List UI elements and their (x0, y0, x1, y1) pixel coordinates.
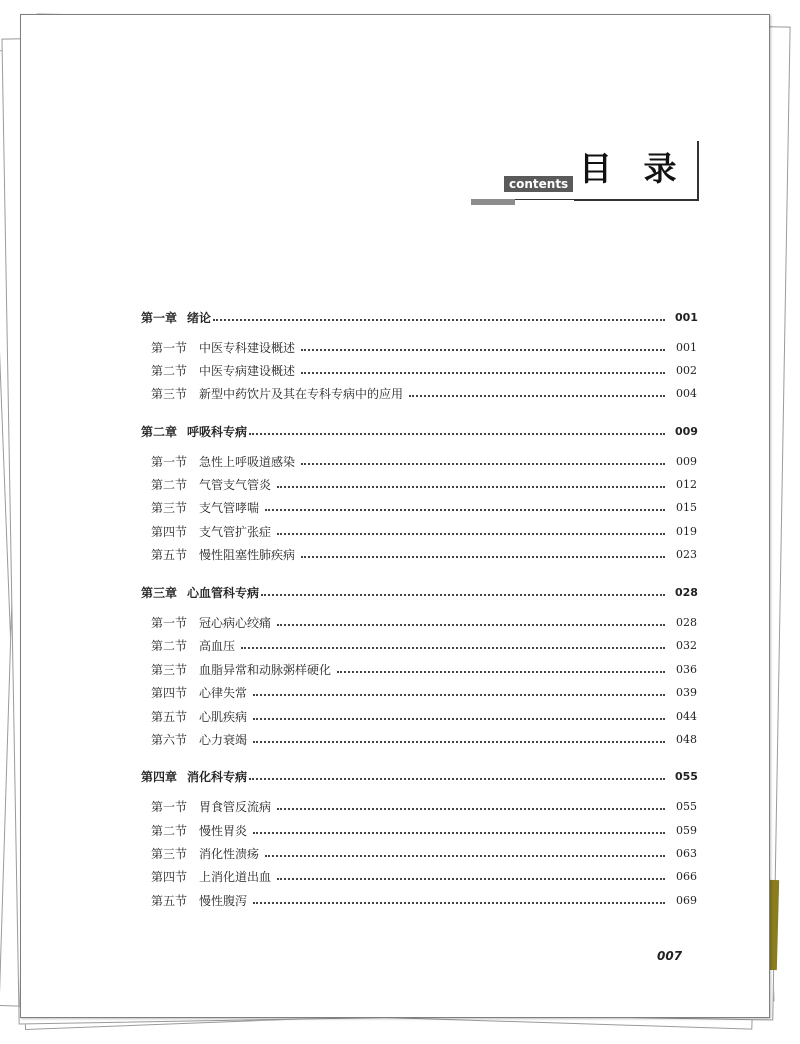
toc-section[interactable] (151, 635, 697, 655)
section-number: 第三节 (151, 662, 188, 677)
section-number: 第一节 (151, 454, 188, 469)
toc-section[interactable] (151, 706, 697, 726)
leader-dots (277, 486, 665, 488)
section-title: 中医专病建设概述 (199, 363, 296, 378)
contents-label: contents (504, 176, 573, 192)
page-number: 023 (676, 547, 697, 561)
section-title: 上消化道出血 (199, 869, 272, 884)
section-title: 中医专科建设概述 (199, 340, 296, 355)
section-title: 新型中药饮片及其在专科专病中的应用 (199, 386, 404, 401)
toc-section[interactable] (151, 796, 697, 816)
leader-dots (301, 372, 665, 374)
leader-dots (277, 878, 665, 880)
section-title: 急性上呼吸道感染 (199, 454, 296, 469)
page-number: 032 (676, 638, 697, 652)
leader-dots (301, 349, 665, 351)
page-number: 015 (676, 500, 697, 514)
section-title: 支气管扩张症 (199, 524, 272, 539)
section-title: 血脂异常和动脉粥样硬化 (199, 662, 332, 677)
section-title: 慢性腹泻 (199, 893, 248, 908)
page-title: 目 录 (579, 149, 687, 188)
page-number: 009 (675, 424, 698, 438)
section-number: 第二节 (151, 477, 188, 492)
page-number: 055 (675, 769, 698, 783)
leader-dots (249, 433, 665, 435)
toc-page (20, 14, 770, 1018)
toc-chapter-1[interactable] (141, 307, 697, 327)
page-number: 039 (676, 685, 697, 699)
section-number: 第一节 (151, 615, 188, 630)
leader-dots (253, 741, 665, 743)
section-number: 第四节 (151, 869, 188, 884)
section-title: 胃食管反流病 (199, 799, 272, 814)
chapter-title: 消化科专病 (187, 769, 248, 784)
leader-dots (253, 832, 665, 834)
section-number: 第五节 (151, 547, 188, 562)
section-title: 支气管哮喘 (199, 500, 260, 515)
section-number: 第五节 (151, 893, 188, 908)
toc-section[interactable] (151, 474, 697, 494)
section-number: 第三节 (151, 500, 188, 515)
page-number: 048 (676, 732, 697, 746)
leader-dots (213, 319, 665, 321)
section-number: 第三节 (151, 846, 188, 861)
page-number: 028 (675, 585, 698, 599)
leader-dots (277, 624, 665, 626)
section-title: 慢性阻塞性肺疾病 (199, 547, 296, 562)
toc-section[interactable] (151, 843, 697, 863)
chapter-number: 第四章 (141, 769, 178, 784)
page-number: 001 (676, 340, 697, 354)
page-number: 069 (676, 893, 697, 907)
section-number: 第六节 (151, 732, 188, 747)
leader-dots (301, 463, 665, 465)
section-title: 消化性溃疡 (199, 846, 260, 861)
leader-dots (253, 694, 665, 696)
leader-dots (301, 556, 665, 558)
page-number: 063 (676, 846, 697, 860)
leader-dots (409, 395, 665, 397)
toc-section[interactable] (151, 497, 697, 517)
leader-dots (249, 778, 665, 780)
section-number: 第四节 (151, 524, 188, 539)
page-number: 059 (676, 823, 697, 837)
leader-dots (261, 594, 665, 596)
toc-section[interactable] (151, 682, 697, 702)
page-number: 004 (676, 386, 697, 400)
page-number: 001 (675, 310, 698, 324)
section-title: 心律失常 (199, 685, 248, 700)
page-number: 019 (676, 524, 697, 538)
toc-chapter-4[interactable] (141, 766, 697, 786)
header-rule (501, 199, 697, 200)
page-number: 036 (676, 662, 697, 676)
page-folio: 007 (657, 949, 683, 963)
leader-dots (241, 647, 665, 649)
page-number: 044 (676, 709, 697, 723)
chapter-number: 第一章 (141, 310, 178, 325)
leader-dots (337, 671, 665, 673)
chapter-number: 第二章 (141, 424, 178, 439)
toc-section[interactable] (151, 659, 697, 679)
section-title: 心肌疾病 (199, 709, 248, 724)
toc-section[interactable] (151, 383, 697, 403)
toc-section[interactable] (151, 451, 697, 471)
toc-section[interactable] (151, 360, 697, 380)
toc-section[interactable] (151, 820, 697, 840)
toc-section[interactable] (151, 544, 697, 564)
section-number: 第三节 (151, 386, 188, 401)
section-number: 第二节 (151, 823, 188, 838)
section-number: 第一节 (151, 340, 188, 355)
leader-dots (253, 902, 665, 904)
page-number: 012 (676, 477, 697, 491)
chapter-title: 呼吸科专病 (187, 424, 248, 439)
leader-dots (277, 808, 665, 810)
chapter-title: 心血管科专病 (187, 585, 260, 600)
section-number: 第二节 (151, 638, 188, 653)
section-title: 冠心病心绞痛 (199, 615, 272, 630)
toc-section[interactable] (151, 337, 697, 357)
leader-dots (265, 855, 665, 857)
toc-section[interactable] (151, 866, 697, 886)
section-title: 慢性胃炎 (199, 823, 248, 838)
chapter-number: 第三章 (141, 585, 178, 600)
header-bar (471, 199, 515, 205)
section-number: 第一节 (151, 799, 188, 814)
page-number: 002 (676, 363, 697, 377)
page-number: 055 (676, 799, 697, 813)
toc-section[interactable] (151, 729, 697, 749)
section-number: 第五节 (151, 709, 188, 724)
section-title: 气管支气管炎 (199, 477, 272, 492)
chapter-title: 绪论 (187, 310, 212, 325)
leader-dots (277, 533, 665, 535)
toc-section[interactable] (151, 890, 697, 910)
page-number: 028 (676, 615, 697, 629)
leader-dots (253, 718, 665, 720)
page-number: 009 (676, 454, 697, 468)
toc-section[interactable] (151, 521, 697, 541)
section-title: 心力衰竭 (199, 732, 248, 747)
section-number: 第二节 (151, 363, 188, 378)
leader-dots (265, 509, 665, 511)
toc-chapter-3[interactable] (141, 582, 697, 602)
page-number: 066 (676, 869, 697, 883)
toc-chapter-2[interactable] (141, 421, 697, 441)
section-title: 高血压 (199, 638, 236, 653)
toc-section[interactable] (151, 612, 697, 632)
section-number: 第四节 (151, 685, 188, 700)
